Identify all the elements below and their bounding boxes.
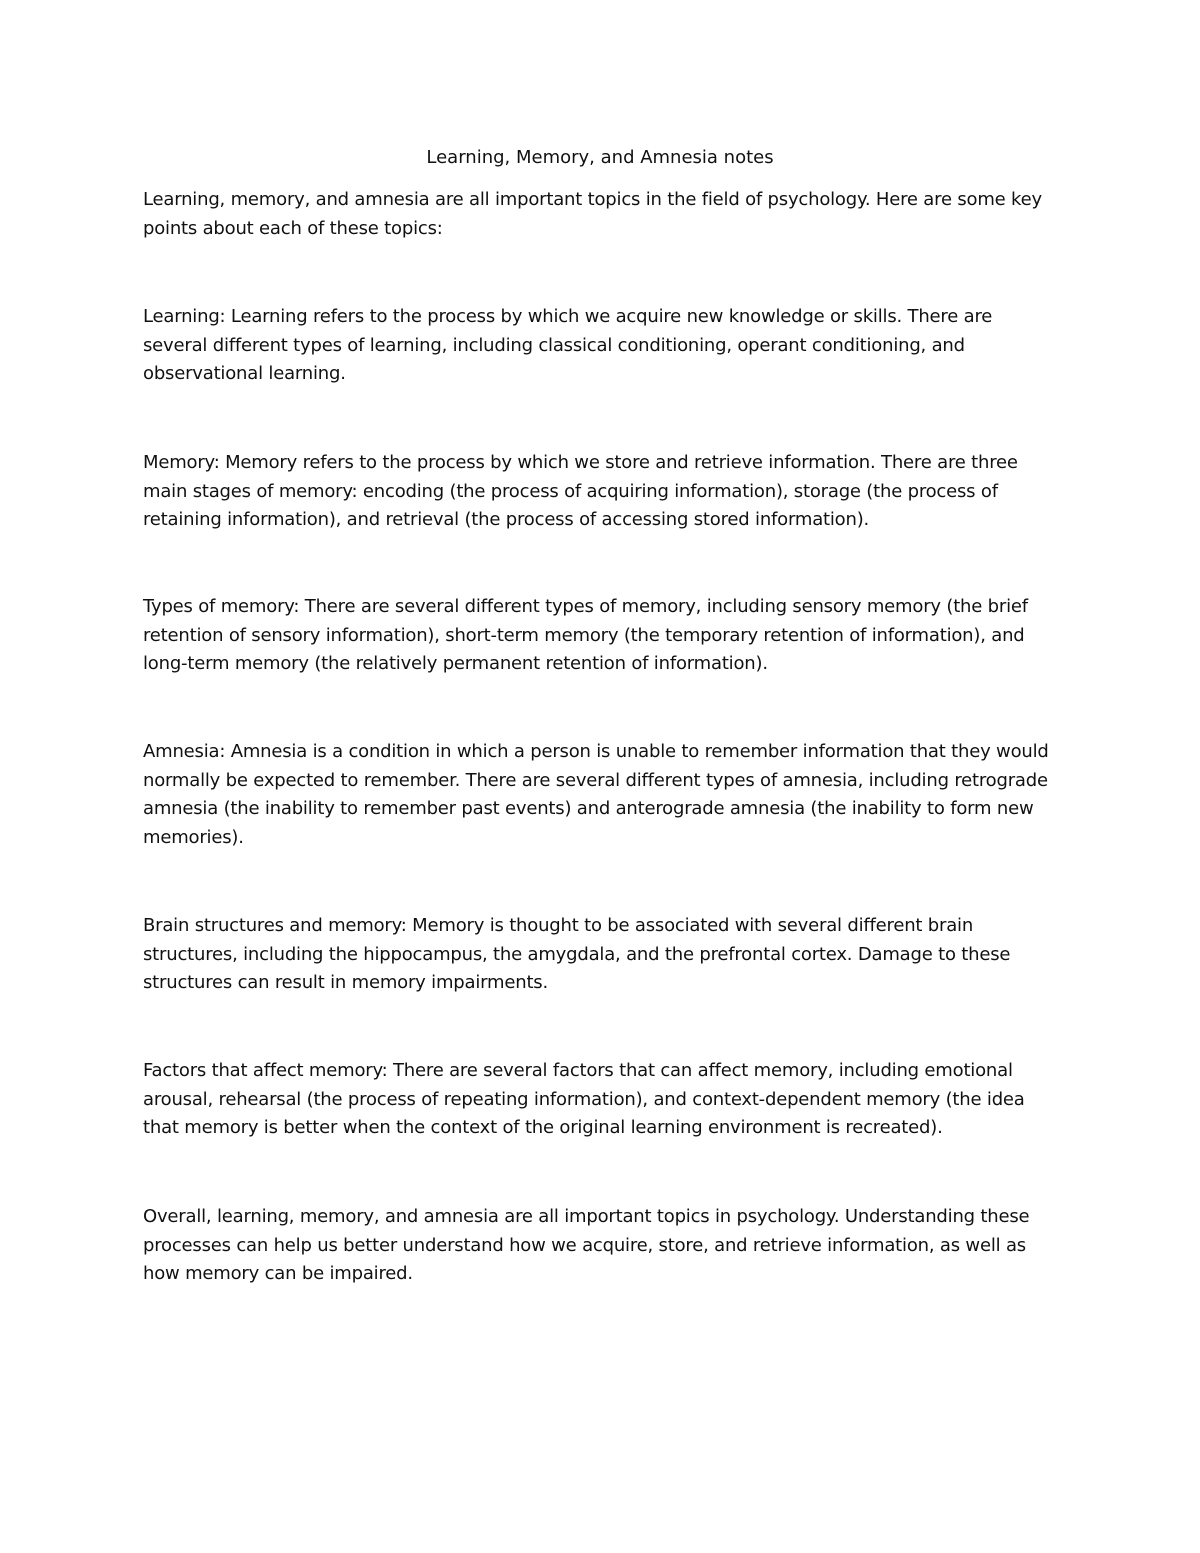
types-of-memory-paragraph: Types of memory: There are several different types of memory, including sensory memory (the brief retention of sensory information), short-term memory (the temporary retention of information), and long-term memory (the relatively permanent retention of information). <box>143 596 1028 674</box>
amnesia-paragraph: Amnesia: Amnesia is a condition in which a person is unable to remember information that they would normally be expected to remember. There are several different types of amnesia, including retrograde amnesia (the inability to remember past events) and anterograde amnesia (the inability to form new memories). <box>143 741 1049 848</box>
document-title: Learning, Memory, and Amnesia notes <box>426 147 774 168</box>
overall-paragraph: Overall, learning, memory, and amnesia are all important topics in psychology. Understanding these processes can help us better understand how we acquire, store, and retrieve information, as well as how memory can be impaired. <box>143 1206 1030 1284</box>
intro-paragraph: Learning, memory, and amnesia are all important topics in the field of psychology. Here are some key points about each of these topics: <box>143 189 1042 239</box>
learning-paragraph: Learning: Learning refers to the process by which we acquire new knowledge or skills. There are several different types of learning, including classical conditioning, operant conditioning, and observational learning. <box>143 306 993 384</box>
memory-paragraph: Memory: Memory refers to the process by which we store and retrieve information. There are three main stages of memory: encoding (the process of acquiring information), storage (the process of retaining information), and retrieval (the process of accessing stored information). <box>143 452 1018 530</box>
factors-paragraph: Factors that affect memory: There are several factors that can affect memory, including emotional arousal, rehearsal (the process of repeating information), and context-dependent memory (the idea that memory is better when the context of the original learning environment is recreated). <box>143 1060 1025 1138</box>
brain-structures-paragraph: Brain structures and memory: Memory is thought to be associated with several different brain structures, including the hippocampus, the amygdala, and the prefrontal cortex. Damage to these structures can result in memory impairments. <box>143 915 1011 993</box>
